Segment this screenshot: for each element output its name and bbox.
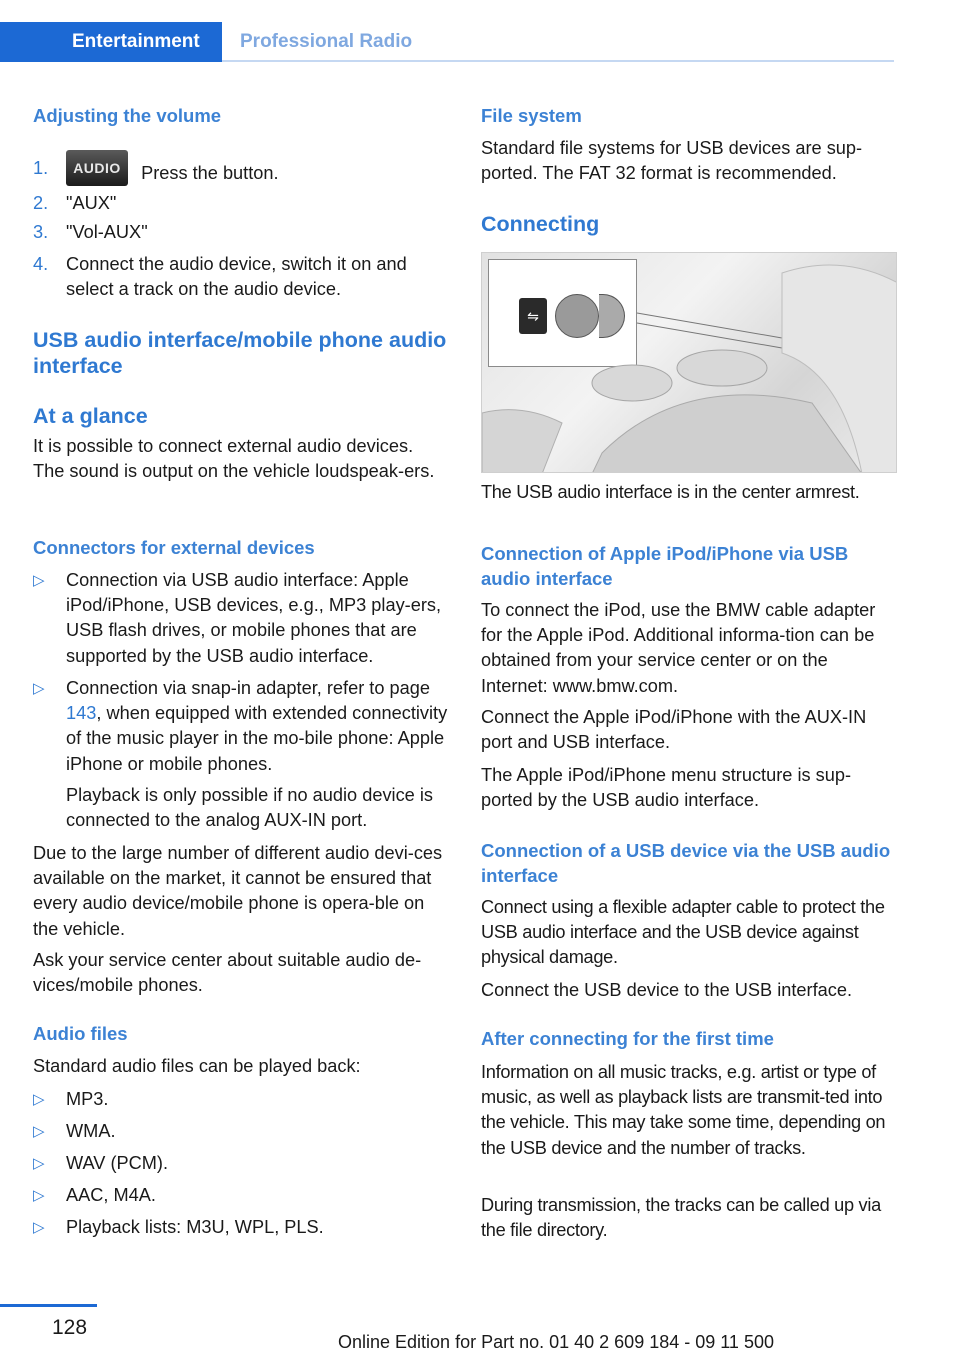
first-connection-paragraph-2: During transmission, the tracks can be called up via the file directory. <box>481 1195 881 1241</box>
heading-usb-audio-interface: USB audio interface/mobile phone audio interface <box>33 328 447 378</box>
apple-paragraph-2: Connect the Apple iPod/iPhone with the AUX-IN port and USB interface. <box>481 707 867 753</box>
heading-apple-connection: Connection of Apple iPod/iPhone via USB audio interface <box>481 543 849 589</box>
step-text: "AUX" <box>66 193 117 213</box>
triangle-bullet-icon: ▷ <box>33 1187 45 1204</box>
tab-professional-radio[interactable]: Professional Radio <box>240 31 413 52</box>
bullet-text: Connection via snap-in adapter, refer to page 143, when equipped with extended connectivity of the music player in the mo‐bile phone: Apple iPhone or mobile phones. <box>66 678 448 774</box>
armrest-sketch <box>482 253 897 473</box>
audio-files-text: Standard audio files can be played back: <box>33 1056 361 1076</box>
first-connection-paragraph-1: Information on all music tracks, e.g. artist or type of music, as well as playback lists are transmit‐ted into the vehicle. This may take some time, depending on the USB device and the number of tracks. <box>481 1062 886 1158</box>
footer-rule <box>0 1304 97 1307</box>
page-number: 128 <box>52 1316 88 1339</box>
heading-adjusting-volume: Adjusting the volume <box>33 105 222 126</box>
triangle-bullet-icon: ▷ <box>33 1155 45 1172</box>
glance-text: It is possible to connect external audio devices. The sound is output on the vehicle loudspeak‐ers. <box>33 436 435 482</box>
usb-port-icon: ⇋ <box>519 298 547 334</box>
page-link-143[interactable]: 143 <box>66 703 97 724</box>
step-text: Connect the audio device, switch it on and select a track on the audio device. <box>66 254 407 300</box>
usb-device-paragraph-2: Connect the USB device to the USB interface. <box>481 980 853 1000</box>
triangle-bullet-icon: ▷ <box>33 1219 45 1236</box>
usb-device-paragraph-1: Connect using a flexible adapter cable to protect the USB audio interface and the USB device against physical damage. <box>481 897 885 968</box>
bullet-text: Connection via USB audio interface: Apple iPod/iPhone, USB devices, e.g., MP3 play‐ers, USB flash drives, or mobile phones that are supported by the USB audio interface. <box>66 570 442 666</box>
triangle-bullet-icon: ▷ <box>33 1091 45 1108</box>
apple-paragraph-1: To connect the iPod, use the BMW cable adapter for the Apple iPod. Additional informa‐tion can be obtained from your service center or on the Internet: www.bmw.com. <box>481 600 876 696</box>
paragraph-compatibility: Due to the large number of different audio devi‐ces available on the market, it cannot be ensured that every audio device/mobile phone is opera‐ble on the vehicle. <box>33 843 443 939</box>
paragraph-service-center: Ask your service center about suitable audio de‐vices/mobile phones. <box>33 950 422 996</box>
file-system-text: Standard file systems for USB devices are sup‐ported. The FAT 32 format is recommended. <box>481 138 863 184</box>
step-number: 2. <box>33 193 49 213</box>
step-number: 1. <box>33 158 49 178</box>
tab-entertainment[interactable]: Entertainment <box>0 22 222 62</box>
heading-audio-files: Audio files <box>33 1023 128 1044</box>
heading-connectors: Connectors for external devices <box>33 537 315 558</box>
edition-text: Online Edition for Part no. 01 40 2 609 184 - 09 11 500 <box>338 1332 774 1352</box>
triangle-bullet-icon: ▷ <box>33 572 45 589</box>
heading-usb-device-connection: Connection of a USB device via the USB audio interface <box>481 840 891 886</box>
image-caption: The USB audio interface is in the center armrest. <box>481 482 860 502</box>
header <box>0 0 960 62</box>
step-text: Press the button. <box>141 162 279 183</box>
triangle-bullet-icon: ▷ <box>33 680 45 697</box>
apple-paragraph-3: The Apple iPod/iPhone menu structure is sup‐ported by the USB audio interface. <box>481 765 852 811</box>
header-rule <box>222 60 894 62</box>
step-number: 4. <box>33 254 49 274</box>
step-text: "Vol-AUX" <box>66 222 148 242</box>
heading-file-system: File system <box>481 105 582 126</box>
heading-connecting: Connecting <box>481 212 600 236</box>
step-number: 3. <box>33 222 49 242</box>
heading-at-a-glance: At a glance <box>33 404 148 428</box>
audio-button-icon: AUDIO <box>66 150 128 186</box>
heading-first-connection: After connecting for the first time <box>481 1028 774 1049</box>
triangle-bullet-icon: ▷ <box>33 1123 45 1140</box>
usb-interface-photo <box>481 252 897 473</box>
